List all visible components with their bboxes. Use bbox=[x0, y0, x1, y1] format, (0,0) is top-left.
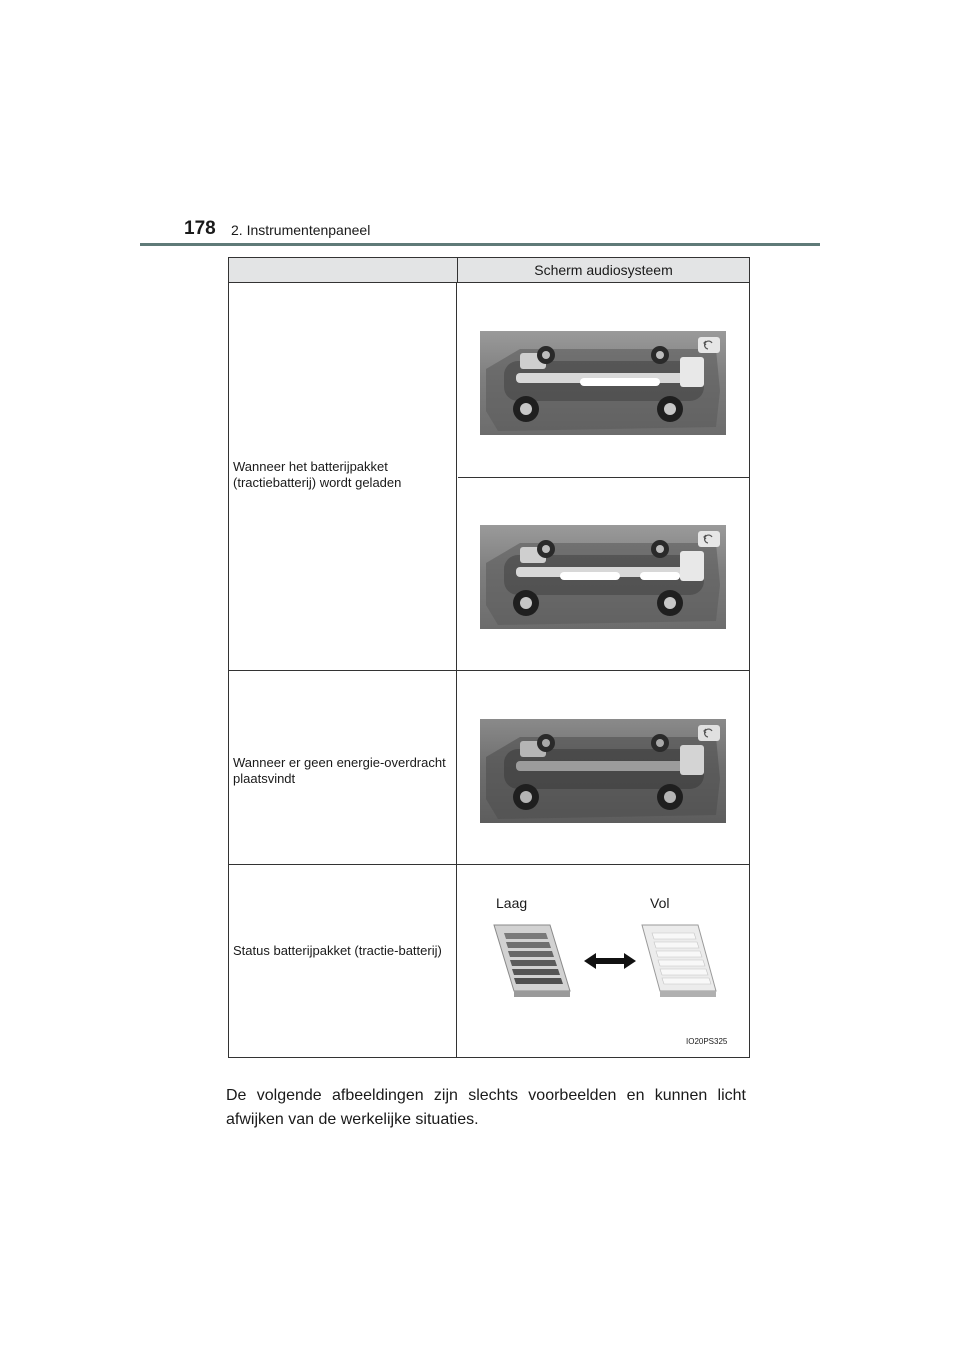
energy-flow-screen-charging-1 bbox=[480, 331, 726, 435]
battery-low-icon bbox=[494, 925, 570, 997]
page-number: 178 bbox=[184, 218, 216, 239]
battery-gauge-illustration bbox=[488, 921, 718, 1005]
table-row-battery-status bbox=[229, 865, 749, 1057]
row-image-cell bbox=[458, 283, 749, 670]
double-arrow-icon bbox=[584, 953, 636, 969]
energy-flow-screen-idle bbox=[480, 719, 726, 823]
column-header-audio-screen: Scherm audiosysteem bbox=[534, 262, 673, 278]
row-label-battery-status: Status batterijpakket (tractie-batterij) bbox=[233, 943, 442, 958]
row-label-no-energy-transfer: Wanneer er geen energie-overdracht plaatsvindt bbox=[233, 755, 446, 786]
row-sub-divider bbox=[458, 477, 749, 478]
gauge-label-low: Laag bbox=[496, 895, 528, 911]
row-label-charging: Wanneer het batterijpakket (tractiebatterij) wordt geladen bbox=[233, 459, 402, 490]
row-label-cell bbox=[229, 865, 457, 1057]
row-image-cell bbox=[458, 671, 749, 864]
energy-monitor-table bbox=[228, 257, 750, 1058]
row-image-cell bbox=[458, 865, 749, 1057]
table-header bbox=[229, 258, 749, 283]
gauge-label-full: Vol bbox=[650, 895, 670, 911]
row-label-cell bbox=[229, 283, 457, 670]
note-paragraph: De volgende afbeeldingen zijn slechts voorbeelden en kunnen licht afwijken van de werkelijke situaties. bbox=[226, 1087, 746, 1128]
header-rule bbox=[140, 243, 820, 246]
image-code: IO20PS325 bbox=[686, 1037, 728, 1046]
energy-flow-screen-charging-2 bbox=[480, 525, 726, 629]
table-row-no-energy-transfer bbox=[229, 671, 749, 865]
row-label-cell bbox=[229, 671, 457, 864]
table-row-charging bbox=[229, 283, 749, 671]
battery-full-icon bbox=[642, 925, 716, 997]
section-title: 2. Instrumentenpaneel bbox=[231, 222, 371, 238]
